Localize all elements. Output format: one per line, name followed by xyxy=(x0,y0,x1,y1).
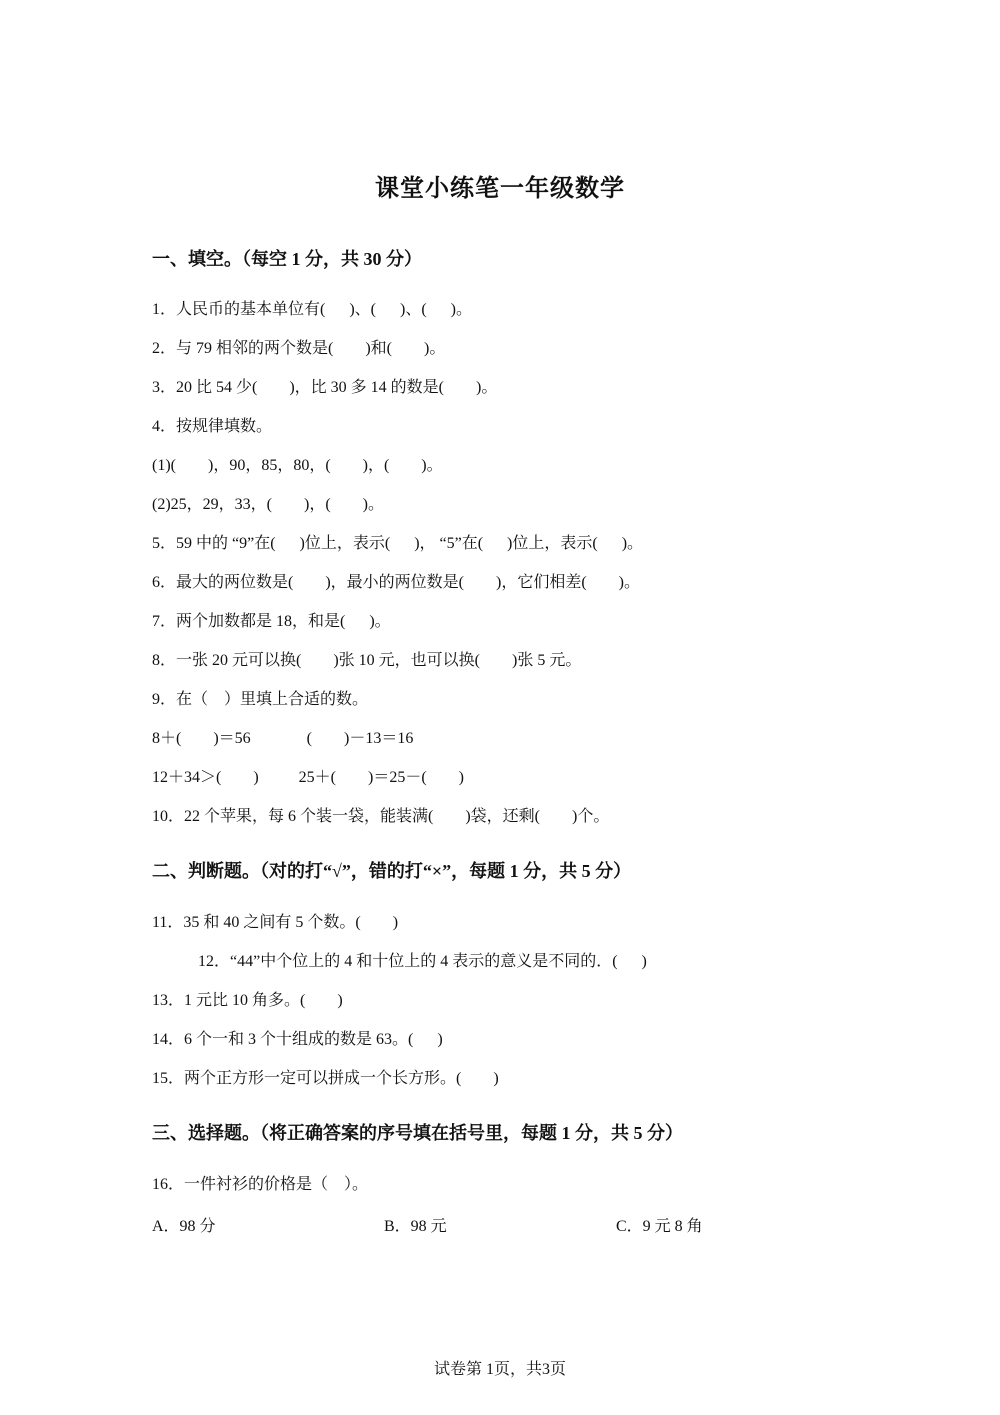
section-1-heading: 一、填空。（每空 1 分，共 30 分） xyxy=(152,249,422,269)
question-4-part-1: (1)( )，90，85，80，( )，( )。 xyxy=(152,457,443,474)
section-3-heading: 三、选择题。（将正确答案的序号填在括号里，每题 1 分，共 5 分） xyxy=(152,1123,683,1143)
question-4-part-2: (2)25，29，33，( )，( )。 xyxy=(152,496,384,513)
question-11: 11．35 和 40 之间有 5 个数。( ) xyxy=(152,914,399,931)
question-9-row-2: 12＋34＞( ) 25＋( )＝25－( ) xyxy=(152,769,464,786)
question-13: 13．1 元比 10 角多。( ) xyxy=(152,992,343,1009)
question-15: 15．两个正方形一定可以拼成一个长方形。( ) xyxy=(152,1070,499,1087)
question-8: 8．一张 20 元可以换( )张 10 元，也可以换( )张 5 元。 xyxy=(152,652,582,669)
question-6: 6．最大的两位数是( )，最小的两位数是( )，它们相差( )。 xyxy=(152,574,640,591)
page-footer: 试卷第 1页，共3页 xyxy=(433,1361,566,1378)
question-12: 12．“44”中个位上的 4 和十位上的 4 表示的意义是不同的．( ) xyxy=(198,953,647,970)
question-9: 9．在（ ）里填上合适的数。 xyxy=(152,691,369,708)
question-4: 4．按规律填数。 xyxy=(152,418,273,435)
question-3: 3．20 比 54 少( )，比 30 多 14 的数是( )。 xyxy=(152,379,498,396)
option-a: A．98 分 xyxy=(152,1218,216,1235)
question-14: 14．6 个一和 3 个十组成的数是 63。( ) xyxy=(152,1031,443,1048)
option-b: B．98 元 xyxy=(384,1218,447,1235)
question-2: 2．与 79 相邻的两个数是( )和( )。 xyxy=(152,340,446,357)
option-c: C．9 元 8 角 xyxy=(616,1218,703,1235)
exam-title: 课堂小练笔一年级数学 xyxy=(375,176,625,202)
question-7: 7．两个加数都是 18，和是( )。 xyxy=(152,613,391,630)
section-2-heading: 二、判断题。（对的打“√”，错的打“×”，每题 1 分，共 5 分） xyxy=(152,861,632,881)
question-9-row-1: 8＋( )＝56 ( )－13＝16 xyxy=(152,730,414,747)
question-16: 16．一件衬衫的价格是（ ）。 xyxy=(152,1176,369,1193)
question-10: 10．22 个苹果，每 6 个装一袋，能装满( )袋，还剩( )个。 xyxy=(152,808,610,825)
question-1: 1．人民币的基本单位有( )、( )、( )。 xyxy=(152,301,472,318)
question-5: 5．59 中的 “9”在( )位上，表示( )， “5”在( )位上，表示( )。 xyxy=(152,535,644,552)
